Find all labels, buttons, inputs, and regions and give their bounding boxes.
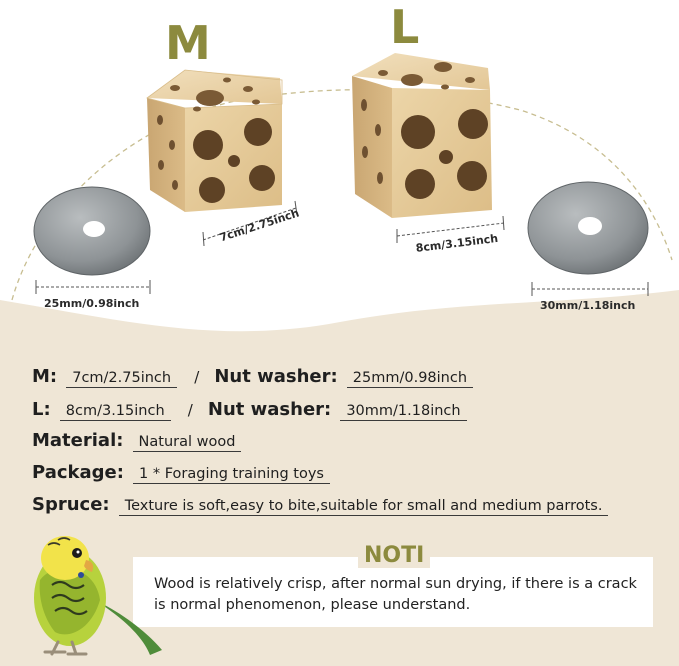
parakeet-icon	[34, 536, 162, 655]
size-letter-m: M	[165, 16, 211, 70]
spec-l-washer-value: 30mm/1.18inch	[340, 403, 466, 421]
spec-package-value: 1 * Foraging training toys	[133, 466, 330, 484]
spec-m-washer-label: Nut washer:	[214, 366, 338, 387]
washer-large-dimension: 30mm/1.18inch	[540, 299, 636, 312]
spec-m-value: 7cm/2.75inch	[66, 370, 177, 388]
spec-separator: /	[187, 401, 193, 419]
spec-spruce-value: Texture is soft,easy to bite,suitable for small and medium parrots.	[119, 498, 609, 516]
cube-medium-dimension: 7cm/2.75inch	[218, 206, 301, 245]
spec-l-value: 8cm/3.15inch	[60, 403, 171, 421]
spec-l-washer-label: Nut washer:	[207, 399, 332, 420]
notice-title: NOTI	[358, 543, 430, 568]
spec-m-washer-value: 25mm/0.98inch	[347, 370, 473, 388]
spec-material-value: Natural wood	[133, 434, 242, 452]
spec-spruce-label: Spruce:	[32, 494, 110, 515]
spec-m-label: M:	[32, 366, 58, 387]
spec-separator: /	[194, 368, 200, 386]
spec-material-label: Material:	[32, 430, 124, 451]
spec-package-label: Package:	[32, 462, 124, 483]
size-letter-l: L	[390, 0, 420, 54]
spec-l-label: L:	[32, 399, 51, 420]
notice-text: Wood is relatively crisp, after normal sun drying, if there is a crack is normal phenomenon, please understand.	[154, 576, 637, 613]
cube-large-dimension: 8cm/3.15inch	[415, 231, 499, 255]
washer-small-dimension: 25mm/0.98inch	[44, 297, 140, 310]
